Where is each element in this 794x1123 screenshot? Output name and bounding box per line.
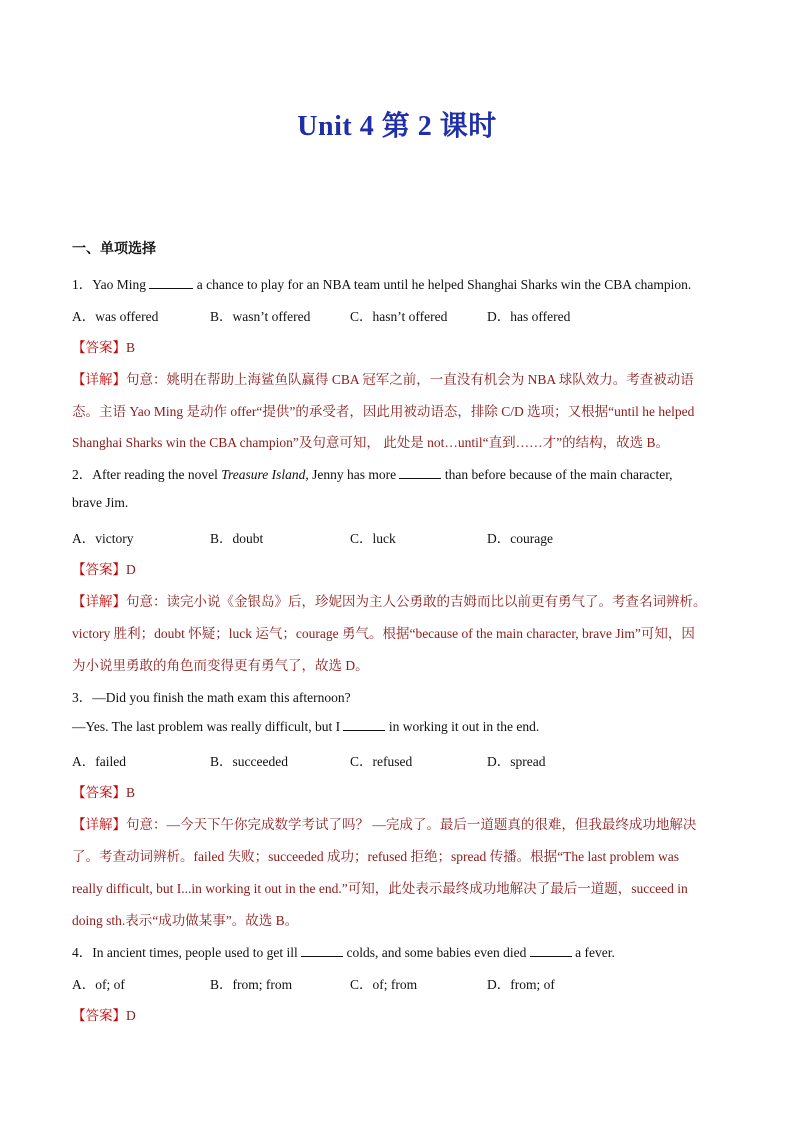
detail-label: 【详解】 (72, 594, 126, 609)
question-4-stem-part: colds, and some babies even died (346, 945, 527, 960)
answer-value: B (126, 340, 136, 355)
question-3-answer (72, 781, 135, 801)
question-2-stem-line2: brave Jim. (72, 495, 129, 510)
question-3-options (72, 750, 545, 770)
question-1-stem-part: a chance to play for an NBA team until he helped Shanghai Sharks win the CBA champion. (196, 277, 692, 292)
option-c: C．refused (350, 754, 413, 769)
option-d: D．from; of (487, 977, 555, 992)
option-b: B．from; from (210, 977, 293, 992)
answer-value: B (126, 785, 136, 800)
answer-value: D (126, 1008, 136, 1023)
question-3-stem-line2 (72, 718, 539, 735)
option-a: A．victory (72, 531, 134, 546)
option-a: A．failed (72, 754, 126, 769)
question-2-options (72, 527, 553, 547)
question-3-detail-line: really difficult, but I...in working it out in the end.”可知，此处表示最终成功地解决了最后一道题，succeed in (72, 881, 688, 896)
novel-title: Treasure Island (221, 467, 306, 482)
answer-blank (301, 944, 343, 957)
answer-blank (530, 944, 572, 957)
answer-blank (149, 276, 193, 289)
answer-label: 【答案】 (72, 562, 126, 577)
question-3-stem-part: in working it out in the end. (388, 719, 540, 734)
question-1-stem-part: 1．Yao Ming (72, 277, 147, 292)
detail-label: 【详解】 (72, 372, 126, 387)
section-title: 一、单项选择 (72, 242, 156, 257)
question-2-stem-part: , Jenny has more (305, 467, 397, 482)
answer-blank (399, 466, 441, 479)
question-1-options (72, 305, 570, 325)
option-c: C．of; from (350, 977, 418, 992)
question-4-stem-part: 4．In ancient times, people used to get ill (72, 945, 298, 960)
option-b: B．wasn’t offered (210, 309, 311, 324)
question-2-detail-line: victory 胜利；doubt 怀疑；luck 运气；courage 勇气。根据“because of the main character, brave Jim”可知，因 (72, 626, 695, 641)
question-2-answer (72, 558, 136, 578)
question-4-stem (72, 941, 615, 961)
question-4-options (72, 973, 555, 993)
option-a: A．was offered (72, 309, 159, 324)
option-a: A．of; of (72, 977, 125, 992)
question-3-stem-part: —Yes. The last problem was really difficult, but I (72, 719, 341, 734)
question-2-stem-part: than before because of the main character, (444, 467, 673, 482)
answer-value: D (126, 562, 136, 577)
option-b: B．succeeded (210, 754, 288, 769)
question-1-answer (72, 336, 135, 356)
detail-text: 句意：读完小说《金银岛》后，珍妮因为主人公勇敢的吉姆而比以前更有勇气了。考查名词辨析。 (126, 594, 707, 609)
question-3-detail-line: 了。考查动词辨析。failed 失败；succeeded 成功；refused 拒绝；spread 传播。根据“The last problem was (72, 849, 679, 864)
page-title: Unit 4 第 2 课时 (297, 111, 497, 142)
option-c: C．hasn’t offered (350, 309, 448, 324)
question-2-stem-part: 2．After reading the novel (72, 467, 218, 482)
question-2-detail-line: 为小说里勇敢的角色而变得更有勇气了，故选 D。 (72, 658, 369, 673)
option-b: B．doubt (210, 531, 264, 546)
detail-text: 句意：姚明在帮助上海鲨鱼队赢得 CBA 冠军之前，一直没有机会为 NBA 球队效力。考查被动语 (126, 372, 694, 387)
question-1-detail-line: Shanghai Sharks win the CBA champion”及句意可知， 此处是 not…until“直到……才”的结构，故选 B。 (72, 435, 669, 450)
question-4-answer (72, 1004, 136, 1024)
answer-label: 【答案】 (72, 1008, 126, 1023)
answer-blank (343, 718, 385, 731)
detail-text: 句意：—今天下午你完成数学考试了吗？ —完成了。最后一道题真的很难，但我最终成功地解决 (126, 817, 697, 832)
answer-label: 【答案】 (72, 340, 126, 355)
question-3-stem: 3．—Did you finish the math exam this afternoon? (72, 690, 351, 705)
option-d: D．courage (487, 531, 553, 546)
option-d: D．has offered (487, 309, 571, 324)
answer-label: 【答案】 (72, 785, 126, 800)
question-1-detail-line (72, 368, 694, 388)
question-4-stem-part: a fever. (575, 945, 615, 960)
question-3-detail-line (72, 813, 696, 833)
question-3-detail-line: doing sth.表示“成功做某事”。故选 B。 (72, 913, 299, 928)
question-1-detail-line: 态。主语 Yao Ming 是动作 offer“提供”的承受者，因此用被动语态，排除 C/D 选项；又根据“until he helped (72, 404, 695, 419)
option-d: D．spread (487, 754, 546, 769)
option-c: C．luck (350, 531, 396, 546)
detail-label: 【详解】 (72, 817, 126, 832)
question-2-stem (72, 463, 673, 483)
question-1-stem (72, 273, 691, 293)
question-2-detail-line (72, 590, 707, 610)
